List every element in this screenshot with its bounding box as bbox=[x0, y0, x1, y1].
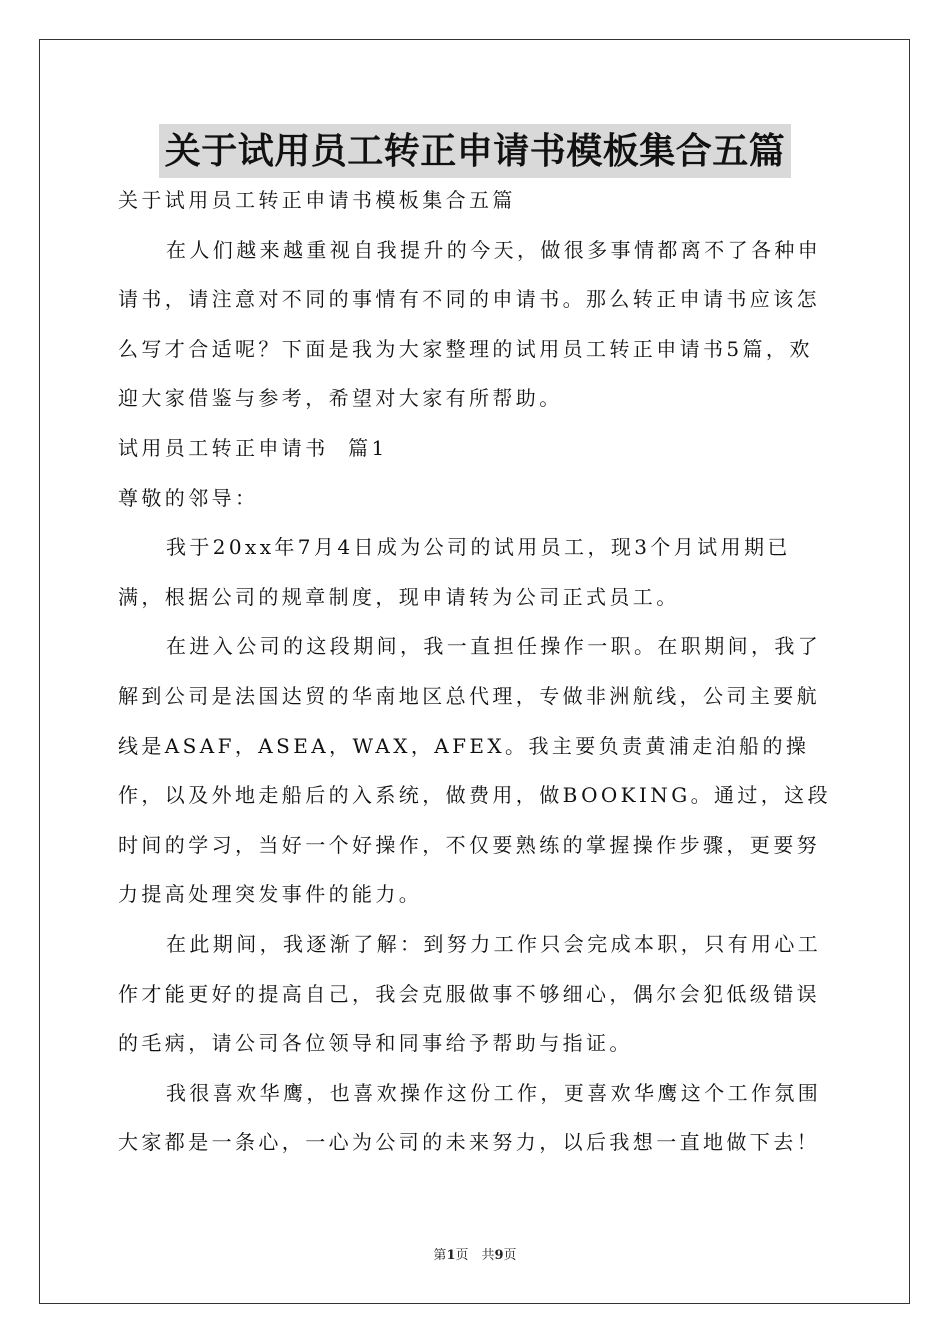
salutation: 尊敬的邻导： bbox=[118, 485, 259, 510]
letter-paragraph-1: 我于20xx年7月4日成为公司的试用员工，现3个月试用期已满，根据公司的规章制度，现申请转为公司正式员工。 bbox=[118, 535, 791, 609]
page-mid: 页 共 bbox=[455, 1248, 495, 1263]
intro-paragraph: 在人们越来越重视自我提升的今天，做很多事情都离不了各种申请书，请注意对不同的事情有不同的申请书。那么转正申请书应该怎么写才合适呢？下面是我为大家整理的试用员工转正申请书5篇，欢迎大家借鉴与参考，希望对大家有所帮助。 bbox=[118, 237, 822, 411]
page-total: 9 bbox=[494, 1248, 504, 1263]
section-heading: 试用员工转正申请书 篇1 bbox=[118, 435, 388, 460]
page-prefix: 第 bbox=[433, 1248, 447, 1263]
page-footer bbox=[0, 1246, 950, 1266]
subtitle: 关于试用员工转正申请书模板集合五篇 bbox=[118, 188, 516, 212]
letter-paragraph-4: 我很喜欢华鹰，也喜欢操作这份工作，更喜欢华鹰这个工作氛围大家都是一条心，一心为公司的未来努力，以后我想一直地做下去！ bbox=[118, 1080, 822, 1155]
letter-paragraph-2: 在进入公司的这段期间，我一直担任操作一职。在职期间，我了解到公司是法国达贸的华南地区总代理，专做非洲航线，公司主要航线是ASAF，ASEA，WAX，AFEX。我主要负责黄浦走泊船的操作，以及外地走船后的入系统，做费用，做BOOKING。通过，这段时间的学习，当好一个好操作，不仅要熟练的掌握操作步骤，更要努力提高处理突发事件的能力。 bbox=[118, 634, 831, 907]
page-suffix: 页 bbox=[503, 1248, 517, 1263]
document-title: 关于试用员工转正申请书模板集合五篇 bbox=[159, 124, 792, 178]
document-body bbox=[118, 176, 836, 1168]
letter-paragraph-3: 在此期间，我逐渐了解：到努力工作只会完成本职，只有用心工作才能更好的提高自己，我会克服做事不够细心，偶尔会犯低级错误的毛病，请公司各位领导和同事给予帮助与指证。 bbox=[118, 931, 822, 1056]
page-current: 1 bbox=[446, 1248, 456, 1263]
